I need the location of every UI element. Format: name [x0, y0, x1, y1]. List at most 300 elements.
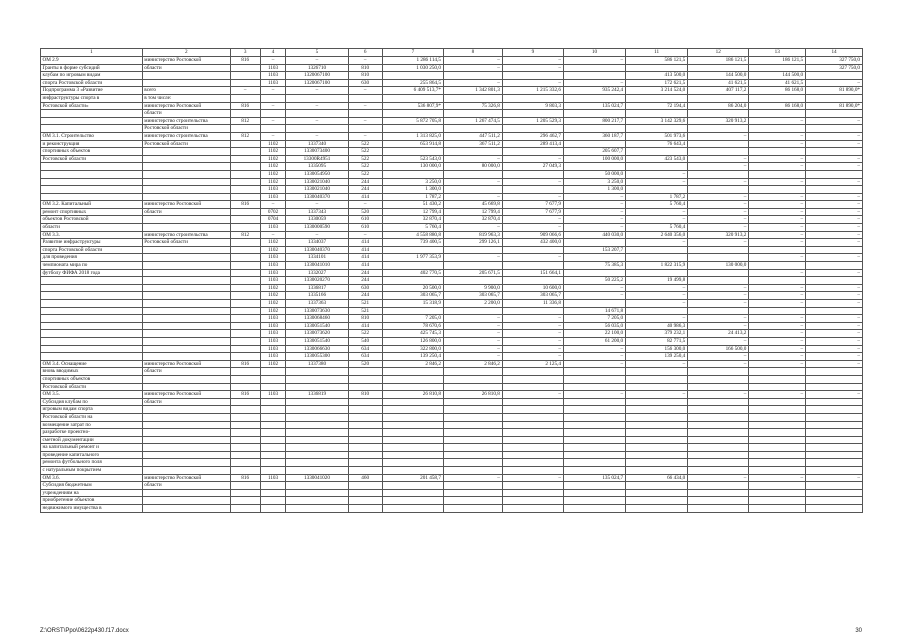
table-row	[41, 459, 863, 467]
executor-cell: области	[142, 208, 230, 216]
program-name-cell: чемпионата мира по	[41, 262, 143, 270]
executor-cell	[142, 383, 230, 391]
rzpr-cell: 1102	[260, 292, 286, 300]
y2019-cell: –	[749, 254, 806, 262]
table-row	[41, 429, 863, 437]
csr-cell: 1330068460	[286, 315, 348, 323]
grbs-cell	[230, 178, 260, 186]
y2016-cell	[563, 64, 625, 72]
table-row	[41, 140, 863, 148]
y2016-cell	[563, 489, 625, 497]
y2016-cell	[563, 163, 625, 171]
y2018-cell	[688, 170, 749, 178]
table-row	[41, 368, 863, 376]
table-row	[41, 239, 863, 247]
y2020-cell	[806, 459, 863, 467]
rzpr-cell: 1102	[260, 178, 286, 186]
vr-cell: 414	[348, 246, 382, 254]
total-cell: 536 807,9*	[382, 102, 443, 110]
executor-cell	[142, 163, 230, 171]
csr-cell: 1330020270	[286, 277, 348, 285]
program-name-cell: спорта Ростовской области	[41, 246, 143, 254]
grbs-cell	[230, 383, 260, 391]
table-row	[41, 72, 863, 80]
grbs-cell	[230, 277, 260, 285]
header-cell-6: 6	[348, 49, 382, 57]
vr-cell	[348, 110, 382, 118]
y2020-cell	[806, 429, 863, 437]
y2020-cell: –	[806, 254, 863, 262]
grbs-cell	[230, 451, 260, 459]
rzpr-cell: 1103	[260, 254, 286, 262]
y2015-cell	[502, 482, 563, 490]
y2015-cell: 7 677,9	[502, 208, 563, 216]
y2017-cell: 156 300,0	[626, 345, 688, 353]
total-cell	[382, 436, 443, 444]
y2019-cell	[749, 451, 806, 459]
y2014-cell	[443, 170, 502, 178]
y2020-cell: –	[806, 330, 863, 338]
y2016-cell: 75 385,3	[563, 262, 625, 270]
vr-cell	[348, 444, 382, 452]
y2020-cell: –	[806, 300, 863, 308]
y2018-cell: –	[688, 224, 749, 232]
grbs-cell	[230, 436, 260, 444]
executor-cell	[142, 315, 230, 323]
rzpr-cell: –	[260, 57, 286, 65]
table-row	[41, 254, 863, 262]
y2020-cell	[806, 72, 863, 80]
y2017-cell	[626, 459, 688, 467]
grbs-cell: 812	[230, 117, 260, 125]
total-cell: 78 670,6	[382, 322, 443, 330]
grbs-cell: 816	[230, 57, 260, 65]
rzpr-cell: 1103	[260, 193, 286, 201]
y2015-cell: –	[502, 216, 563, 224]
y2019-cell	[749, 307, 806, 315]
table-row	[41, 353, 863, 361]
vr-cell: 810	[348, 64, 382, 72]
rzpr-cell	[260, 429, 286, 437]
y2015-cell	[502, 368, 563, 376]
y2014-cell	[443, 421, 502, 429]
y2016-cell	[563, 505, 625, 513]
executor-cell	[142, 436, 230, 444]
executor-cell	[142, 277, 230, 285]
y2015-cell: –	[502, 155, 563, 163]
y2019-cell	[749, 436, 806, 444]
y2014-cell	[443, 368, 502, 376]
program-name-cell: Развитие инфраструктуры	[41, 239, 143, 247]
y2017-cell: 2 640 356,0	[626, 231, 688, 239]
y2016-cell: –	[563, 292, 625, 300]
csr-cell	[286, 459, 348, 467]
y2018-cell: 186 121,5	[688, 57, 749, 65]
vr-cell	[348, 398, 382, 406]
y2019-cell	[749, 246, 806, 254]
program-name-cell: Ростовской области	[41, 155, 143, 163]
grbs-cell	[230, 64, 260, 72]
executor-cell: министерство Ростовской	[142, 102, 230, 110]
csr-cell	[286, 398, 348, 406]
program-name-cell: ОМ 3.3.	[41, 231, 143, 239]
total-cell: 1 977 353,9	[382, 254, 443, 262]
y2016-cell: 153 207,7	[563, 246, 625, 254]
y2015-cell: –	[502, 224, 563, 232]
y2015-cell	[502, 489, 563, 497]
y2019-cell	[749, 94, 806, 102]
y2020-cell: –	[806, 284, 863, 292]
y2014-cell	[443, 94, 502, 102]
y2014-cell	[443, 497, 502, 505]
table-row	[41, 57, 863, 65]
y2014-cell: –	[443, 64, 502, 72]
table-row	[41, 467, 863, 475]
grbs-cell	[230, 246, 260, 254]
budget-table	[40, 48, 863, 513]
y2014-cell: 80 000,0	[443, 163, 502, 171]
y2015-cell: –	[502, 254, 563, 262]
y2015-cell: 11 336,8	[502, 300, 563, 308]
y2019-cell: –	[749, 474, 806, 482]
table-row	[41, 117, 863, 125]
total-cell	[382, 368, 443, 376]
y2020-cell: –	[806, 337, 863, 345]
vr-cell: 610	[348, 216, 382, 224]
total-cell	[382, 94, 443, 102]
y2020-cell	[806, 368, 863, 376]
executor-cell	[142, 284, 230, 292]
y2014-cell: 1 342 801,3	[443, 87, 502, 95]
y2017-cell	[626, 64, 688, 72]
y2020-cell: –	[806, 322, 863, 330]
grbs-cell: 812	[230, 132, 260, 140]
rzpr-cell	[260, 368, 286, 376]
executor-cell: Ростовской области	[142, 140, 230, 148]
executor-cell	[142, 444, 230, 452]
vr-cell	[348, 467, 382, 475]
rzpr-cell: 1103	[260, 315, 286, 323]
y2015-cell	[502, 497, 563, 505]
y2015-cell	[502, 398, 563, 406]
vr-cell: 522	[348, 163, 382, 171]
rzpr-cell: 1103	[260, 474, 286, 482]
grbs-cell	[230, 444, 260, 452]
y2016-cell: 22 100,0	[563, 330, 625, 338]
csr-cell: 1337363	[286, 300, 348, 308]
table-row	[41, 224, 863, 232]
grbs-cell	[230, 193, 260, 201]
y2016-cell	[563, 383, 625, 391]
y2019-cell	[749, 459, 806, 467]
csr-cell: 1335166	[286, 292, 348, 300]
y2015-cell: 289 413,4	[502, 140, 563, 148]
grbs-cell	[230, 284, 260, 292]
y2018-cell: –	[688, 132, 749, 140]
y2017-cell	[626, 269, 688, 277]
y2017-cell	[626, 125, 688, 133]
executor-cell	[142, 489, 230, 497]
program-name-cell: приобретение объектов	[41, 497, 143, 505]
csr-cell: 1334101	[286, 254, 348, 262]
y2018-cell	[688, 413, 749, 421]
rzpr-cell: 1102	[260, 239, 286, 247]
y2018-cell	[688, 497, 749, 505]
y2018-cell	[688, 383, 749, 391]
rzpr-cell: 1102	[260, 140, 286, 148]
y2018-cell	[688, 375, 749, 383]
total-cell	[382, 482, 443, 490]
y2017-cell	[626, 436, 688, 444]
y2020-cell	[806, 398, 863, 406]
total-cell	[382, 444, 443, 452]
total-cell: 32 870,4	[382, 216, 443, 224]
y2020-cell: 81 890,0*	[806, 87, 863, 95]
y2020-cell: –	[806, 231, 863, 239]
y2016-cell	[563, 269, 625, 277]
y2017-cell: 5 760,4	[626, 224, 688, 232]
y2020-cell: –	[806, 224, 863, 232]
y2015-cell	[502, 125, 563, 133]
y2019-cell: –	[749, 224, 806, 232]
y2018-cell: –	[688, 360, 749, 368]
grbs-cell	[230, 148, 260, 156]
y2019-cell	[749, 383, 806, 391]
y2018-cell: –	[688, 239, 749, 247]
y2020-cell	[806, 497, 863, 505]
program-name-cell	[41, 284, 143, 292]
grbs-cell	[230, 224, 260, 232]
y2018-cell	[688, 467, 749, 475]
program-name-cell: ОМ 3.4. Оснащение	[41, 360, 143, 368]
y2019-cell	[749, 368, 806, 376]
y2020-cell	[806, 246, 863, 254]
y2014-cell	[443, 186, 502, 194]
y2018-cell: –	[688, 391, 749, 399]
y2015-cell: –	[502, 330, 563, 338]
program-name-cell: Ростовской области	[41, 383, 143, 391]
total-cell	[382, 429, 443, 437]
y2018-cell: –	[688, 337, 749, 345]
table-row	[41, 262, 863, 270]
y2015-cell: –	[502, 193, 563, 201]
y2019-cell: 186 121,5	[749, 57, 806, 65]
vr-cell: 522	[348, 330, 382, 338]
program-name-cell	[41, 345, 143, 353]
csr-cell: –	[286, 201, 348, 209]
document-file-path: Z:\ORST\Ppo\0622p430.f17.docx	[40, 628, 129, 634]
executor-cell	[142, 459, 230, 467]
total-cell	[382, 421, 443, 429]
grbs-cell	[230, 269, 260, 277]
y2019-cell: –	[749, 178, 806, 186]
y2015-cell: –	[502, 315, 563, 323]
vr-cell: 630	[348, 79, 382, 87]
y2019-cell	[749, 497, 806, 505]
y2017-cell	[626, 482, 688, 490]
y2016-cell	[563, 140, 625, 148]
y2018-cell: –	[688, 322, 749, 330]
vr-cell: –	[348, 102, 382, 110]
y2020-cell	[806, 482, 863, 490]
y2014-cell	[443, 429, 502, 437]
y2020-cell: –	[806, 216, 863, 224]
rzpr-cell: 1102	[260, 155, 286, 163]
y2015-cell: –	[502, 345, 563, 353]
y2018-cell	[688, 246, 749, 254]
y2020-cell: 327 750,0	[806, 64, 863, 72]
vr-cell: 540	[348, 337, 382, 345]
y2016-cell	[563, 444, 625, 452]
vr-cell	[348, 429, 382, 437]
grbs-cell	[230, 170, 260, 178]
executor-cell: министерство строительства	[142, 117, 230, 125]
table-row	[41, 102, 863, 110]
csr-cell: 1337380	[286, 360, 348, 368]
total-cell	[382, 383, 443, 391]
rzpr-cell: 1103	[260, 72, 286, 80]
y2015-cell: –	[502, 337, 563, 345]
y2015-cell: –	[502, 178, 563, 186]
y2016-cell: 61 200,0	[563, 337, 625, 345]
table-row	[41, 201, 863, 209]
y2017-cell: 1 787,2	[626, 193, 688, 201]
executor-cell	[142, 170, 230, 178]
y2014-cell	[443, 413, 502, 421]
grbs-cell	[230, 307, 260, 315]
y2016-cell	[563, 125, 625, 133]
rzpr-cell: 1103	[260, 79, 286, 87]
table-row	[41, 375, 863, 383]
rzpr-cell: 1102	[260, 307, 286, 315]
y2014-cell	[443, 406, 502, 414]
y2018-cell	[688, 451, 749, 459]
y2019-cell: –	[749, 193, 806, 201]
total-cell: 523 543,0	[382, 155, 443, 163]
executor-cell	[142, 451, 230, 459]
y2015-cell: –	[502, 391, 563, 399]
y2016-cell: 56 035,0	[563, 322, 625, 330]
vr-cell	[348, 505, 382, 513]
y2020-cell: –	[806, 353, 863, 361]
csr-cell	[286, 467, 348, 475]
table-row	[41, 337, 863, 345]
y2017-cell	[626, 398, 688, 406]
program-name-cell	[41, 337, 143, 345]
y2016-cell	[563, 398, 625, 406]
csr-cell	[286, 489, 348, 497]
total-cell: 402 770,5	[382, 269, 443, 277]
grbs-cell	[230, 79, 260, 87]
rzpr-cell: 1102	[260, 300, 286, 308]
program-name-cell: ОМ 3.5.	[41, 391, 143, 399]
program-name-cell: футболу ФИФА 2018 года	[41, 269, 143, 277]
y2018-cell: 41 621,5	[688, 79, 749, 87]
y2017-cell: 5 760,4	[626, 201, 688, 209]
executor-cell	[142, 505, 230, 513]
y2017-cell: 3 142 329,6	[626, 117, 688, 125]
rzpr-cell	[260, 413, 286, 421]
vr-cell: 521	[348, 300, 382, 308]
y2015-cell: 1 215 332,6	[502, 87, 563, 95]
y2019-cell: –	[749, 284, 806, 292]
csr-cell: 1330073400	[286, 148, 348, 156]
total-cell	[382, 148, 443, 156]
csr-cell	[286, 375, 348, 383]
table-row	[41, 155, 863, 163]
y2018-cell	[688, 406, 749, 414]
table-row	[41, 307, 863, 315]
header-cell-12: 12	[688, 49, 749, 57]
program-name-cell: Гранты в форме субсидий	[41, 64, 143, 72]
program-name-cell: с натуральным покрытием	[41, 467, 143, 475]
executor-cell	[142, 254, 230, 262]
csr-cell: 1330040370	[286, 193, 348, 201]
vr-cell: 414	[348, 254, 382, 262]
table-row	[41, 186, 863, 194]
y2019-cell: –	[749, 315, 806, 323]
program-name-cell	[41, 307, 143, 315]
y2017-cell: –	[626, 315, 688, 323]
y2014-cell: 205 671,5	[443, 269, 502, 277]
executor-cell: министерство строительства	[142, 231, 230, 239]
executor-cell	[142, 79, 230, 87]
table-row	[41, 505, 863, 513]
y2018-cell: 407 117,2	[688, 87, 749, 95]
header-cell-7: 7	[382, 49, 443, 57]
y2019-cell	[749, 505, 806, 513]
y2018-cell: 86 204,0	[688, 102, 749, 110]
y2016-cell: –	[563, 208, 625, 216]
y2014-cell: 367 511,2	[443, 140, 502, 148]
y2014-cell: –	[443, 337, 502, 345]
y2020-cell: –	[806, 315, 863, 323]
table-row	[41, 246, 863, 254]
y2019-cell: –	[749, 330, 806, 338]
csr-cell	[286, 383, 348, 391]
y2017-cell: 76 643,4	[626, 140, 688, 148]
y2020-cell: –	[806, 117, 863, 125]
y2017-cell: 501 973,6	[626, 132, 688, 140]
y2020-cell: –	[806, 345, 863, 353]
program-name-cell: Ростовской области»	[41, 102, 143, 110]
program-name-cell: клубам по игровым видам	[41, 72, 143, 80]
y2019-cell: –	[749, 208, 806, 216]
y2016-cell: 1 300,0	[563, 186, 625, 194]
y2019-cell	[749, 421, 806, 429]
y2014-cell	[443, 125, 502, 133]
program-name-cell: на капитальный ремонт и	[41, 444, 143, 452]
total-cell: 139 250,4	[382, 353, 443, 361]
csr-cell: 1330073630	[286, 307, 348, 315]
executor-cell	[142, 262, 230, 270]
table-row	[41, 110, 863, 118]
y2014-cell: 299 126,1	[443, 239, 502, 247]
y2017-cell: –	[626, 284, 688, 292]
y2016-cell: 135 024,7	[563, 474, 625, 482]
y2016-cell: 50 000,0	[563, 170, 625, 178]
program-name-cell: игровым видам спорта	[41, 406, 143, 414]
program-name-cell: ОМ 3.1. Строительство	[41, 132, 143, 140]
table-row	[41, 125, 863, 133]
csr-cell	[286, 125, 348, 133]
y2018-cell	[688, 140, 749, 148]
csr-cell: 1334037	[286, 239, 348, 247]
grbs-cell	[230, 262, 260, 270]
y2020-cell	[806, 467, 863, 475]
y2020-cell: –	[806, 132, 863, 140]
y2020-cell: –	[806, 208, 863, 216]
